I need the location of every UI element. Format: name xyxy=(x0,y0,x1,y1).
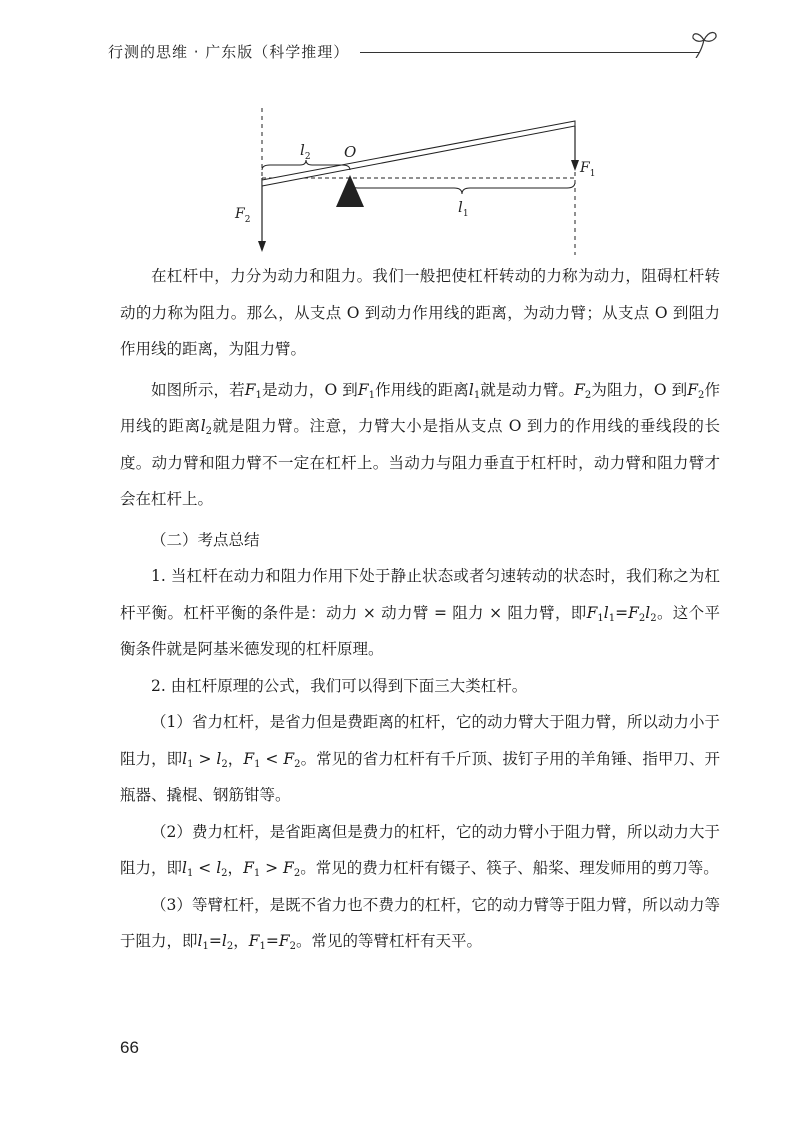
paragraph-figure-explanation: 如图所示，若$F_1$是动力，O 到$F_1$作用线的距离$l_1$就是动力臂。$F_2$为阻力，O 到$F_2$作用线的距离$l_2$就是阻力臂。注意，力臂大小是指从支点 O 到力的作用线的垂线段的长度。动力臂和阻力臂不一定在杠杆上。当动力与阻力垂直于杠杆时，动力臂和阻力臂才会在杠杆上。 xyxy=(120,380,720,508)
brace-l1 xyxy=(350,182,575,194)
label-l2: $l_2$ xyxy=(300,141,311,162)
paragraph-equal-arm-lever: （3）等臂杠杆，是既不省力也不费力的杠杆，它的动力臂等于阻力臂，所以动力等于阻力，即$l_1=l_2$，$F_1=F_2$。常见的等臂杠杆有天平。 xyxy=(120,895,720,952)
body-text xyxy=(120,258,720,960)
page-number: 66 xyxy=(120,1038,139,1057)
label-f2: $F_2$ xyxy=(235,206,251,225)
header-rule xyxy=(360,52,700,53)
f2-arrowhead xyxy=(258,241,266,252)
paragraph-lever-balance: 1. 当杠杆在动力和阻力作用下处于静止状态或者匀速转动的状态时，我们称之为杠杆平衡。杠杆平衡的条件是：动力 × 动力臂 = 阻力 × 阻力臂，即$F_1l_1=F_2l_2$。这个平衡条件就是阿基米德发现的杠杆原理。 xyxy=(120,567,720,658)
paragraph-force-definitions: 在杠杆中，力分为动力和阻力。我们一般把使杠杆转动的力称为动力，阻碍杠杆转动的力称为阻力。那么，从支点 O 到动力作用线的距离，为动力臂；从支点 O 到阻力作用线的距离，为阻力臂。 xyxy=(120,267,720,358)
paragraph-force-costing-lever: （2）费力杠杆，是省距离但是费力的杠杆，它的动力臂小于阻力臂，所以动力大于阻力，即$l_1 < l_2$，$F_1 > F_2$。常见的费力杠杆有镊子、筷子、船桨、理发师用的剪刀等。 xyxy=(120,822,720,879)
running-header xyxy=(108,28,718,68)
paragraph-force-saving-lever: （1）省力杠杆，是省力但是费距离的杠杆，它的动力臂大于阻力臂，所以动力小于阻力，即$l_1 > l_2$，$F_1 < F_2$。常见的省力杠杆有千斤顶、拔钉子用的羊角锤、指甲刀、开瓶器、撬棍、钢筋钳等。 xyxy=(120,713,720,804)
label-l1: $l_1$ xyxy=(458,198,469,219)
label-fulcrum-o: O xyxy=(344,143,357,161)
book-title: 行测的思维 · 广东版（科学推理） xyxy=(108,43,350,61)
lever-diagram xyxy=(230,100,610,260)
fulcrum xyxy=(336,175,364,207)
f1-arrowhead xyxy=(571,160,579,171)
sprout-icon xyxy=(690,28,718,58)
section-heading: （二）考点总结 xyxy=(151,530,260,549)
label-f1: $F_1$ xyxy=(580,160,596,179)
paragraph-lever-types-intro: 2. 由杠杆原理的公式，我们可以得到下面三大类杠杆。 xyxy=(151,676,528,695)
